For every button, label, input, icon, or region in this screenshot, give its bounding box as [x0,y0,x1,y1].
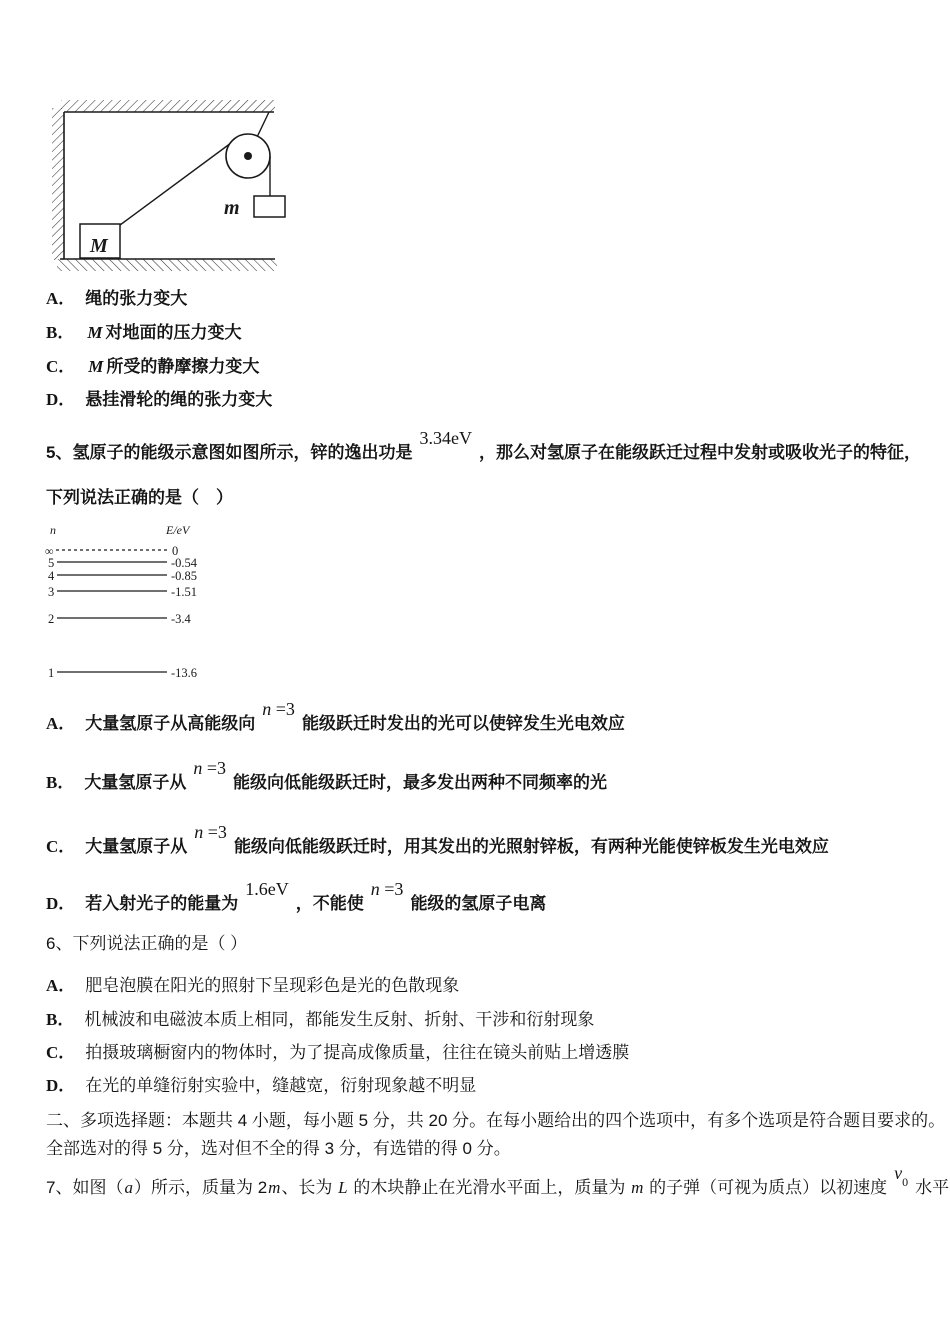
q4-option-b [46,321,241,344]
q4-option-c [46,355,259,378]
q5-option-b [46,758,607,794]
var-m: m [268,1178,281,1197]
option-text-post: 能级向低能级跃迁时，用其发出的光照射锌板，有两种光能使锌板发生光电效应 [233,837,829,856]
option-text-mid: ，不能使 [295,894,364,913]
pulley-figure [52,92,292,277]
q7-stem [46,1163,950,1206]
option-letter: B． [46,323,75,342]
option-letter: B． [46,773,75,792]
option-text: 绳的张力变大 [85,289,188,308]
option-letter: C． [46,1043,76,1062]
option-text-post: 能级向低能级跃迁时，最多发出两种不同频率的光 [233,773,607,792]
option-letter: D． [46,894,76,913]
q5-option-c [46,822,829,858]
q6-option-c [46,1041,629,1064]
var-M: M [88,357,104,376]
option-text: 所受的静摩擦力变大 [106,357,260,376]
option-text: 机械波和电磁波本质上相同，都能发生反射、折射、干涉和衍射现象 [84,1010,595,1029]
energy-level-figure [44,518,304,690]
q5-option-d [46,879,547,915]
q7-text-4: 的木块静止在光滑水平面上，质量为 [348,1178,631,1197]
level-n-4: 4 [48,569,55,583]
ceiling-hatch [61,100,275,112]
q7-text-2: ）所示，质量为 2 [133,1178,268,1197]
option-letter: D． [46,1076,76,1095]
option-letter: D． [46,390,76,409]
q6-stem-text: 6、下列说法正确的是（ ） [46,934,248,953]
q5-stem-line2 [46,486,233,509]
option-text-post: 能级的氢原子电离 [410,894,547,913]
option-letter: C． [46,357,76,376]
level-E-1: -13.6 [171,666,198,680]
q7-text-3: 、长为 [281,1178,338,1197]
level-n-1: 1 [48,666,55,680]
pulley-axle-dot [244,152,252,160]
block-m-label: m [224,197,240,219]
level-E-2: -3.4 [171,612,191,626]
math-n-equals-3: n =3 [370,879,404,899]
var-M: M [87,323,103,342]
q5-stem-text1: 5、氢原子的能级示意图如图所示，锌的逸出功是 [46,443,413,462]
option-text: 对地面的压力变大 [105,323,242,342]
var-L: L [338,1178,348,1197]
section2-text2: 全部选对的得 5 分，选对但不全的得 3 分，有选错的得 0 分。 [46,1139,511,1158]
q5-stem-text2: ，那么对氢原子在能级跃迁过程中发射或吸收光子的特征， [478,443,921,462]
option-letter: A． [46,714,76,733]
q7-text-5: 的子弹（可视为质点）以初速度 [644,1178,888,1197]
rope-inclined [120,143,231,225]
axis-E-label: E/eV [166,523,190,537]
option-letter: B． [46,1010,75,1029]
work-function-value: 3.34eV [419,428,472,448]
level-E-4: -0.85 [171,569,198,583]
option-text-pre: 若入射光子的能量为 [85,894,239,913]
q7-text-6: 水平 [915,1178,950,1197]
option-text: 肥皂泡膜在阳光的照射下呈现彩色是光的色散现象 [85,976,460,995]
q5-stem-text3: 下列说法正确的是（ ） [46,488,233,507]
q7-text-1: 7、如图（ [46,1178,124,1197]
q6-option-a [46,974,459,997]
math-n-equals-3: n =3 [262,699,295,719]
option-letter: C． [46,837,76,856]
var-m: m [631,1178,644,1197]
q4-option-d [46,388,272,411]
option-letter: A． [46,289,76,308]
level-n-infinity: ∞ [45,544,54,558]
wall-hatch [52,108,64,260]
math-n-equals-3: n =3 [193,758,226,778]
level-n-5: 5 [48,556,55,570]
section2-header-line1 [46,1109,945,1132]
option-text: 在光的单缝衍射实验中，缝越宽，衍射现象越不明显 [85,1076,477,1095]
q6-option-b [46,1008,594,1031]
floor-hatch [57,259,277,271]
level-E-3: -1.51 [171,585,198,599]
axis-n-label: n [50,523,56,537]
option-text-post: 能级跃迁时发出的光可以使锌发生光电效应 [301,714,625,733]
option-text-pre: 大量氢原子从 [85,837,188,856]
q5-option-a [46,699,625,735]
math-n-equals-3: n =3 [194,822,227,842]
level-n-2: 2 [48,612,55,626]
option-text-pre: 大量氢原子从 [84,773,187,792]
section2-text1: 二、多项选择题：本题共 4 小题，每小题 5 分，共 20 分。在每小题给出的四个选项中，有多个选项是符合题目要求的。 [46,1111,946,1130]
option-text-pre: 大量氢原子从高能级向 [85,714,256,733]
level-E-0: 0 [172,544,179,558]
level-E-5: -0.54 [171,556,198,570]
q6-option-d [46,1074,476,1097]
q4-option-a [46,287,187,310]
option-letter: A． [46,976,76,995]
level-n-3: 3 [48,585,55,599]
q5-stem-line1 [46,428,921,464]
option-text: 拍摄玻璃橱窗内的物体时，为了提高成像质量，往往在镜头前贴上增透膜 [85,1043,630,1062]
q6-stem [46,932,247,955]
option-text: 悬挂滑轮的绳的张力变大 [85,390,273,409]
var-a: a [124,1178,133,1197]
math-v0: $v_0$ [894,1163,909,1189]
block-m [254,196,285,217]
math-photon-energy: 1.6eV [245,879,289,899]
block-M-label: M [90,235,108,257]
section2-header-line2 [46,1137,511,1160]
